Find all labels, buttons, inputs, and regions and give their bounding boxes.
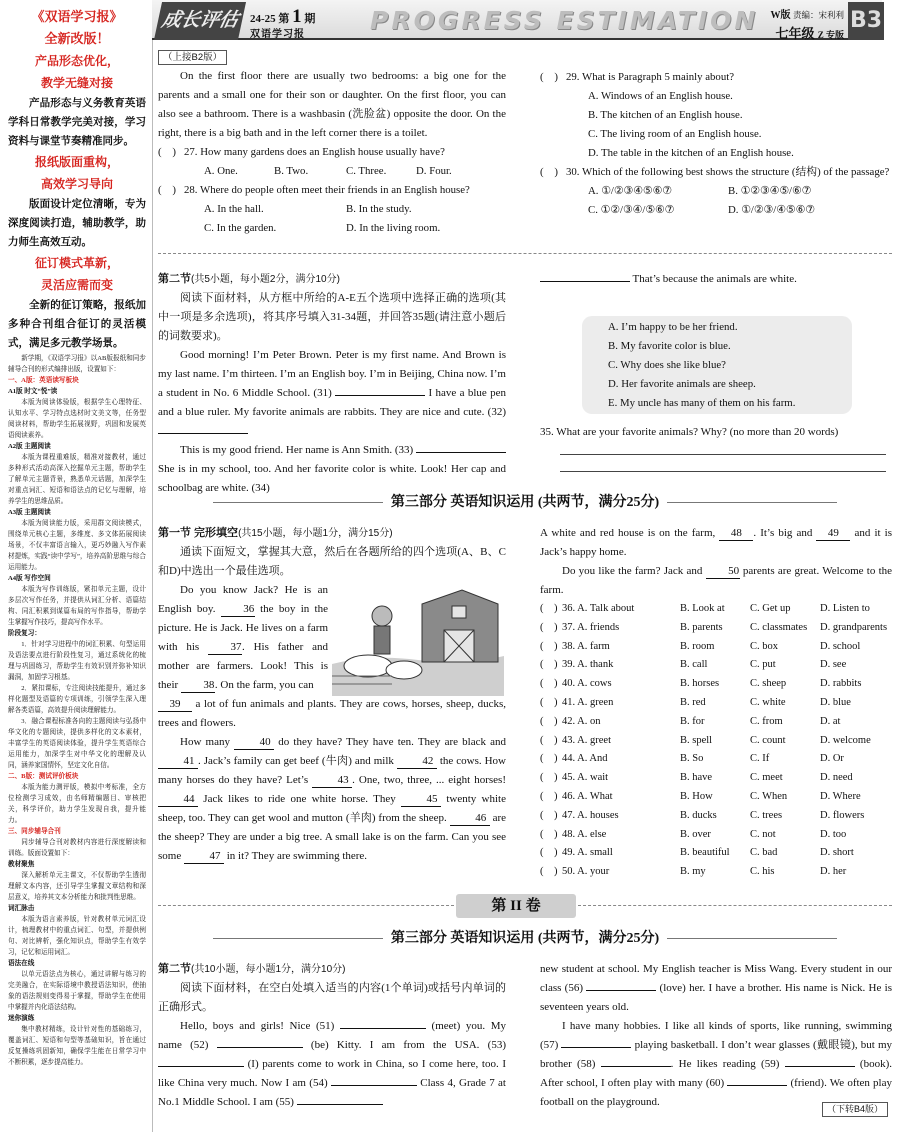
cloze-option: C. Get up — [750, 603, 791, 614]
cloze-option-row — [540, 788, 892, 807]
cloze-option: B. call — [680, 659, 708, 671]
page-header — [152, 0, 900, 46]
sidebar-small-text: 新学期，《双语学习报》以AB版报纸和同步辅导合刊的形式编排出版，设置如下： 一、A版：英语读写板块 A1版 时文“悦”读 本版为阅读体验版，根据学生心理特征、认知水平、学习特点选材时文美文等，任务型阅读材料，帮助学生拓展视野，巩固和发展英语阅读素养。 A2版 主题阅读 本版为课程重难版，精准对接教材，通过多种形式活动高深入挖掘单元主题，帮助学生了解单元主题背景，熟悉单元话题，加深学生对重点词汇、短语和语法点的记忆与理解，培养学生的思维品质。 A3版 主题阅读 本版为阅读能力版，采用群文阅读模式，围绕单元核心主题，多维度、多文体拓展阅读场景，不仅丰富语言输入，更巧妙融入写作素材提炼，实践“读中学写”，培养高阶思维与综合运用能力。 A4版 写作空间 本版为写作训练版，紧扣单元主题，设计多层次写作任务，并提供从词汇分析、语篇结构、同汇积累到谋篇布局的写作指导，帮助学生掌握写作技巧，提高写作水平。 阶段复习： 1．针对学习进程中的词汇积累、句型运用及语法要点进行阶段性复习，通过系统化的梳理与巩固练习，帮助学生有效识别并弥补知识漏洞，加固学习根基。 2．紧扣课标，专注阅读技能提升，通过多样化题型及语篇的专项训练，引领学生深入理解各类语篇，高效提升阅读理解能力。 3．融合课程标准各向的主题阅读与弘扬中华文化的专题阅读，提供多样化的文本素材，丰富学生的英语阅读体验，提升学生英语综合运用能力，加深学生对中华文化的理解及认同，涵养家国情怀，坚定文化自信。 二、B版：测试评价板块 本版为能力测评版，模拟中考标准，全方位检测学习成效，由名师精编题目、审核把关，科学评价，助力学生发现自我，提升能力。 三、同步辅导合刊 同步辅导合刊对教材内容进行深度解读和训练。版面设置如下： 教材聚焦 深入解析单元主课文，不仅帮助学生透彻理解文本内容，还引导学生掌握文章结构和深层意义，培养其文本分析能力和批判性思维。 词汇脉击 本版为语言素养版，针对教材单元词汇设计，梳理教材中的重点词汇、句型，并提供例句、对比辨析，强化知识点，帮助学生有效学习，记忆和运用词汇。 语法在线 以单元语法点为核心，通过讲解与练习的完美融合，在实际语境中教授语法知识，使抽象的语法规则变得易于掌握，帮助学生在使用中掌握并内化语法结构。 迷你演练 集中教材精练，设计针对性的基础练习，覆盖词汇、短语和句型等基础知识，旨在通过反复操练巩固新知，确保学生能在日常学习中不断积累，逐步提高能力。 — [8, 355, 146, 1066]
sidebar-paragraph: 全新的征订策略，报纸加多种合刊组合征订的灵活模式，满足多元教学场景。 — [8, 300, 146, 349]
cloze-option: C. trees — [750, 809, 783, 821]
answer-bracket[interactable]: ( ) — [540, 828, 558, 840]
cloze-option: B. have — [680, 772, 713, 784]
cloze-option: B. my — [680, 866, 706, 878]
question-29: ( ) 29. What is Paragraph 5 mainly about? — [540, 71, 735, 83]
cloze-option-row — [540, 694, 892, 713]
volume-2-badge: 第 II 卷 — [456, 894, 576, 918]
part-3-title-2: 第三部分 英语知识运用 (共两节，满分25分) — [158, 928, 892, 950]
cloze-option: B. red — [680, 696, 706, 708]
cloze-option: B. horses — [680, 678, 720, 690]
reading-continuation: （上接B2版） On the first floor there are usually two bedrooms: a big one for the parents and a small one for their son or daughter. On the first floor, you can also see a bathroom. There is a washbasin (洗脸盆) opposite the door. On the right, there is a big bath and in the left corner there is a toilet. ( ) 27. How many gardens does an English house usually have? A. One. B. Two. C. Three. D. Four. ( ) 28. Where do people often meet their friends in an English house? A. In the hall. B. In the study. C. In the garden. D. In the living room. — [158, 50, 506, 238]
answer-bracket[interactable]: ( ) — [540, 772, 558, 784]
cloze-option: D. grandparents — [820, 621, 888, 633]
cloze-option: C. from — [750, 715, 783, 727]
cloze-right: A white and red house is on the farm, 48 . It’s big and 49 and it is Jack’s happy home. Do you like the farm? Jack and 50 parents are great. Welcome to the farm. — [540, 527, 893, 596]
cloze-option: B. So — [680, 753, 704, 765]
cloze-option-row — [540, 675, 892, 694]
cloze-option-row — [540, 750, 892, 769]
cloze-option: D. at — [820, 715, 841, 727]
cloze-option: B. spell — [680, 734, 713, 746]
sidebar-heading: 教学无缝对接 — [40, 76, 113, 90]
question-27: ( ) 27. How many gardens does an English house usually have? — [158, 146, 445, 158]
answer-bracket[interactable]: ( ) — [540, 753, 558, 765]
sidebar-paragraph: 产品形态与义务教育英语学科日常教学完美对接，学习资料与课堂节奏精准同步。 — [8, 98, 146, 147]
cloze-option: D. her — [820, 866, 847, 878]
cloze-option: C. bad — [750, 847, 778, 859]
sidebar — [0, 0, 152, 1132]
cloze-option: D. Where — [820, 790, 861, 802]
cloze-option: B. room — [680, 640, 715, 652]
banner-title: PROGRESS ESTIMATION — [370, 6, 759, 35]
cloze-option: 49. A. small — [562, 847, 613, 859]
q28-options: A. In the hall. B. In the study. — [204, 203, 412, 215]
cloze-option: C. put — [750, 659, 776, 671]
continue-note: （下转B4版） — [822, 1102, 888, 1117]
section-2: 第二节(共5小题，每小题2分，满分10分) 阅读下面材料，从方框中所给的A-E五个选项中选择正确的选项(其中一项是多余选项)，将其序号填入31-34题，并回答35题(请注意小题后的词数要求)。 Good morning! I’m Peter Brown. Peter is my first name. And Brown is my last name. I’m thirteen. I’m an English boy. I’m in Beijing, China now. I’m a student in No. 6 Middle School. (31) I have a blue pen and a blue ruler. My favorite animals are rabbits. They are nice and cute. (32) This is my good friend. Her name is Ann Smith. (33) She is in my school, too. And her favorite color is white. Look! Her cap and schoolbag are white. (34) — [158, 273, 506, 494]
cloze-option: 45. A. wait — [562, 772, 609, 784]
cloze-option-row — [540, 732, 892, 751]
cloze-option-row — [540, 769, 892, 788]
cloze-option: B. How — [680, 790, 713, 802]
answer-bracket[interactable]: ( ) — [540, 603, 558, 614]
answer-bracket[interactable]: ( ) — [540, 678, 558, 690]
questions-29-30: ( ) 29. What is Paragraph 5 mainly about? A. Windows of an English house. B. The kitchen of an English house. C. The living room of an English house. D. The table in the kitchen of an English house. ( ) 30. Which of the following best shows the structure (结构) of the passage? A. ①/②③④⑤⑥⑦ B. ①②③④⑤/⑥⑦ C. ①②/③④/⑤⑥⑦ D. ①/②③/④⑤⑥⑦ — [540, 68, 892, 220]
cloze-option-row — [540, 807, 892, 826]
cloze-option: C. box — [750, 640, 779, 652]
cloze-option: D. blue — [820, 696, 851, 708]
question-30: ( ) 30. Which of the following best shows the structure (结构) of the passage? — [540, 166, 890, 178]
part-3-title: 第三部分 英语知识运用 (共两节，满分25分) — [158, 492, 892, 514]
reading-paragraph: On the first floor there are usually two bedrooms: a big one for the parents and a small one for their son or daughter. On the first floor, you can also see a bathroom. There is a washbasin (洗脸盆) opposite the door. On the right, there is a big bath and in the left corner there is a toilet. — [158, 70, 506, 139]
sidebar-heading: 产品形态优化， — [34, 54, 119, 68]
cloze-option: 42. A. on — [562, 715, 601, 727]
cloze-option: 43. A. greet — [562, 734, 611, 746]
cloze-options — [540, 600, 892, 882]
sidebar-paragraph: 版面设计定位清晰，专为深度阅读打造，辅助教学，助力师生高效互动。 — [8, 199, 146, 248]
sidebar-title: 《双语学习报》 — [31, 9, 123, 24]
answer-bracket[interactable]: ( ) — [540, 659, 558, 671]
cloze-option: B. parents — [680, 621, 723, 633]
sidebar-heading: 征订模式革新， — [34, 256, 119, 270]
cloze-option: D. short — [820, 847, 854, 859]
cloze-option-row — [540, 600, 892, 619]
cloze-option: C. When — [750, 790, 788, 802]
cloze-option: 48. A. else — [562, 828, 607, 840]
question-35: 35. What are your favorite animals? Why? (no more than 20 words) — [540, 423, 892, 472]
issue-number: 24-25 第 1 期 — [250, 6, 316, 27]
answer-bracket[interactable]: ( ) — [540, 790, 558, 802]
cloze-option: D. Listen to — [820, 603, 870, 614]
answer-bracket[interactable]: ( ) — [540, 621, 558, 633]
sidebar-heading: 高效学习导向 — [40, 177, 113, 191]
cloze-option: C. his — [750, 866, 775, 878]
logo: 成长评估 — [154, 2, 246, 40]
fill-section-right: new student at school. My English teacher is Miss Wang. Every student in our class (56) (love) her. I have a brother. His name is Nick. He is seventeen years old. I have many hobbies. I like all kinds of sports, like running, swimming (57) playing basketball. I don’t wear glasses (戴眼镜), but my brother (58) . He likes reading (59) (book). After school, I often play with many (60) (friend). We often play football on the playground. — [540, 963, 893, 1108]
cloze-option: 44. A. And — [562, 753, 608, 765]
cloze-option: 46. A. What — [562, 790, 613, 802]
cloze-option-row — [540, 863, 892, 882]
sidebar-subtitle: 全新改版！ — [44, 31, 110, 46]
answer-bracket[interactable]: ( ) — [540, 809, 558, 821]
answer-bracket[interactable]: ( ) — [540, 715, 558, 727]
cloze-option: D. too — [820, 828, 847, 840]
sidebar-heading: 灵活应需而变 — [40, 278, 113, 292]
cloze-option: 39. A. thank — [562, 659, 614, 671]
cloze-option: D. flowers — [820, 809, 865, 821]
cloze-option: C. If — [750, 753, 770, 765]
cloze-option: D. need — [820, 772, 853, 784]
cloze-option: B. over — [680, 828, 711, 840]
cloze-option: D. school — [820, 640, 861, 652]
q28-options: C. In the garden. D. In the living room. — [204, 222, 441, 234]
cloze-option: C. meet — [750, 772, 783, 784]
cloze-option: D. see — [820, 659, 847, 671]
edition-info: W版 责编：宋利利 七年级 Z 专版 — [770, 10, 844, 41]
farm-illustration — [332, 586, 504, 696]
cloze-option-row — [540, 656, 892, 675]
cloze-option: B. beautiful — [680, 847, 730, 859]
cloze-option-row — [540, 713, 892, 732]
fill-section: 第二节(共10小题，每小题1分，满分10分) 阅读下面材料，在空白处填入适当的内容(1个单词)或括号内单词的正确形式。 Hello, boys and girls! Nice (51) (meet) you. My name (52) (be) Kitty. I am from the USA. (53) (I) parents come to work in China, so I come here, too. I like China very much. Now I am (54) Class 4, Grade 7 at No.1 Middle School. I am (55) — [158, 963, 507, 1108]
answer-bracket[interactable]: ( ) — [540, 696, 558, 708]
options-box: A. I’m happy to be her friend. B. My favorite color is blue. C. Why does she like blue? D. Her favorite animals are sheep. E. My uncle has many of them on his farm. — [582, 316, 852, 414]
divider — [158, 253, 892, 254]
cloze-option: 38. A. farm — [562, 640, 610, 652]
section-2-cont: That’s because the animals are white. — [540, 270, 892, 289]
cloze-option: B. ducks — [680, 809, 717, 821]
cloze-option: C. count — [750, 734, 786, 746]
cloze-option: 36. A. Talk about — [562, 603, 635, 614]
cloze-option: 47. A. houses — [562, 809, 619, 821]
cloze-option: D. welcome — [820, 734, 871, 746]
cloze-section: 第一节 完形填空(共15小题，每小题1分，满分15分) 通读下面短文，掌握其大意，然后在各题所给的四个选项(A、B、C和D)中选出一个最佳选项。 Do you know Jack? He is an English boy. 36 the boy in the picture. He is Jack. He lives on a farm with his 37. His father and mother are farmers. Look! This is their 38. On the farm, you can 39 a lot of fun animals and plants. They are cows, horses, sheep, ducks, trees and flowers. How many 40 do they have? They have ten. They are black and 41 . Jack’s family can get beef (牛肉) and milk 42 the cows. How many horses do they have? Let’s 43 . One, two, three, ... eight horses! 44 Jack likes to ride one white horse. They 45 twenty white sheep, too. They can get wool and mutton (羊肉) from the sheep. 46 are the sheep? They are under a big tree. A small lake is on the farm. Can you see some 47 in it? They are swimming there. — [158, 527, 506, 862]
answer-bracket[interactable]: ( ) — [540, 734, 558, 746]
cloze-option: 50. A. your — [562, 866, 610, 878]
cloze-option: 40. A. cows — [562, 678, 612, 690]
cloze-option: 41. A. green — [562, 696, 614, 708]
cloze-option: C. not — [750, 828, 776, 840]
answer-bracket[interactable]: ( ) — [540, 640, 558, 652]
page-badge: B3 — [848, 2, 884, 40]
cloze-option-row — [540, 844, 892, 863]
cloze-option: C. classmates — [750, 621, 808, 633]
cloze-option: 37. A. friends — [562, 621, 620, 633]
cloze-option: B. Look at — [680, 603, 725, 614]
cloze-option: D. rabbits — [820, 678, 862, 690]
cloze-option-row — [540, 619, 892, 638]
cloze-option: C. white — [750, 696, 786, 708]
paper-name: 双语学习报 — [250, 29, 305, 40]
answer-bracket[interactable]: ( ) — [540, 866, 558, 878]
answer-bracket[interactable]: ( ) — [540, 847, 558, 859]
sidebar-heading: 报纸版面重构， — [34, 155, 119, 169]
cloze-option-row — [540, 826, 892, 845]
cloze-option: C. sheep — [750, 678, 787, 690]
cloze-option-row — [540, 638, 892, 657]
cloze-option: B. for — [680, 715, 705, 727]
cloze-option: D. Or — [820, 753, 844, 765]
q27-options: A. One. B. Two. C. Three. D. Four. — [204, 165, 452, 177]
question-28: ( ) 28. Where do people often meet their friends in an English house? — [158, 184, 470, 196]
